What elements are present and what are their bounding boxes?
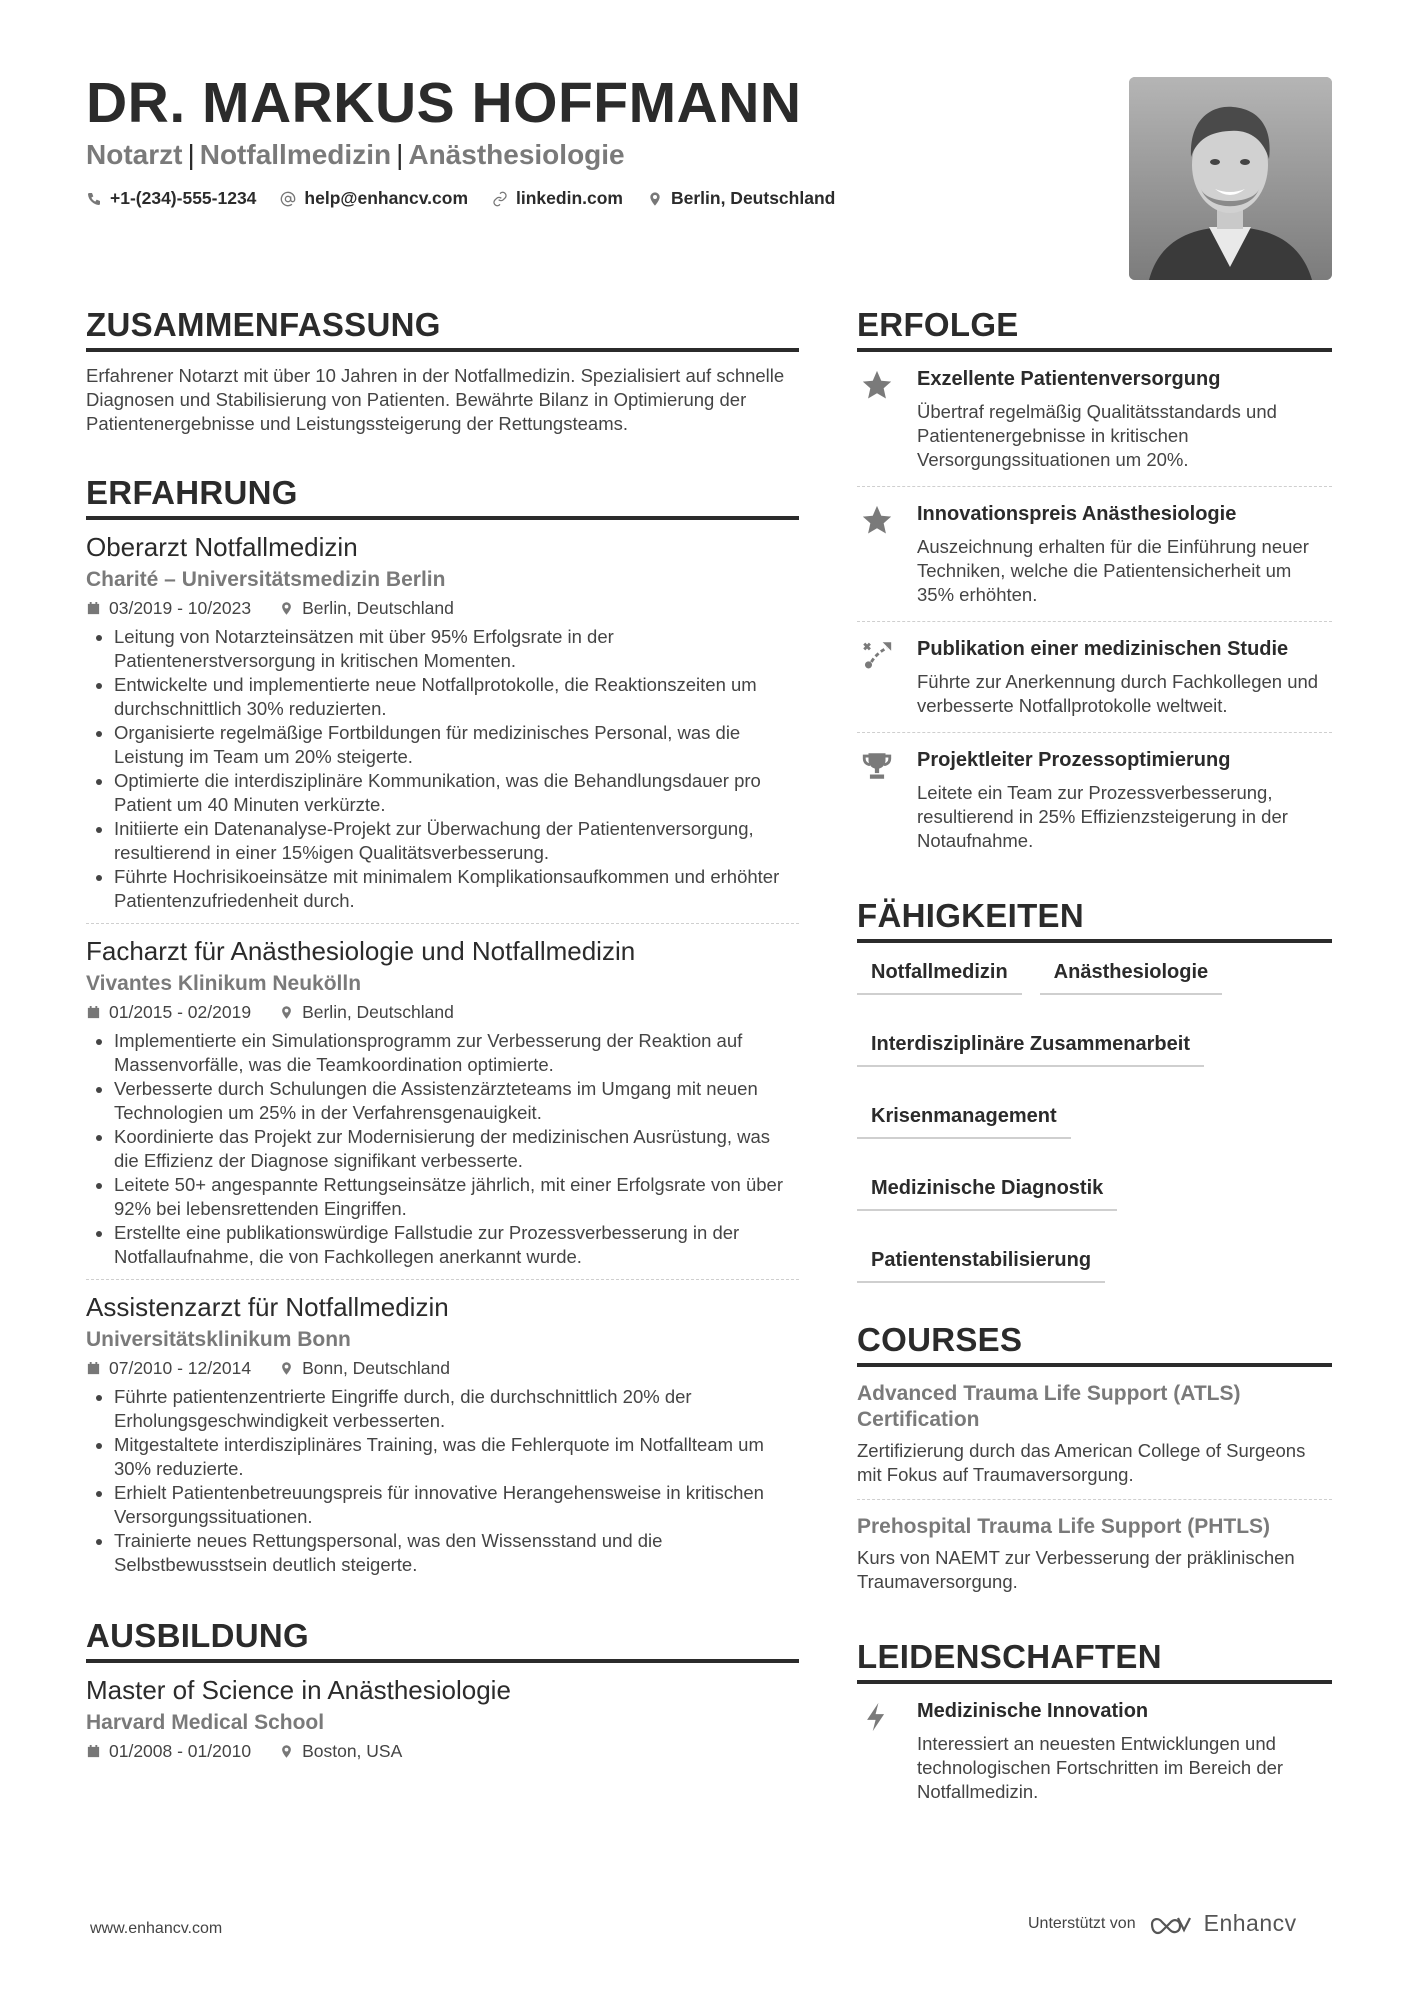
company-name: Universitätsklinikum Bonn: [86, 1327, 351, 1351]
bullet: • Mitgestaltete interdisziplinäres Training, was die Fehlerquote im Notfallteam um 30% reduzierte.: [114, 1433, 799, 1481]
title-3: Anästhesiologie: [408, 139, 625, 170]
job-title: Assistenzarzt für Notfallmedizin: [86, 1291, 449, 1322]
job-entry: [86, 924, 799, 1280]
achievement-item: [857, 622, 1332, 733]
bullet: • Führte patientenzentrierte Eingriffe durch, die durchschnittlich 20% der Erholungsgeschwindigkeit verbesserten.: [114, 1385, 799, 1433]
bullet: • Optimierte die interdisziplinäre Kommunikation, was die Behandlungsdauer pro Patient um 40 Minuten verkürzte.: [114, 769, 799, 817]
skill-tag: Patientenstabilisierung: [857, 1247, 1105, 1283]
location-pin-icon: [647, 191, 663, 207]
bullet: • Koordinierte das Projekt zur Modernisierung der medizinischen Ausrüstung, was die Effizienz der Diagnose signifikant verbesserte.: [114, 1125, 799, 1173]
job-title: Oberarzt Notfallmedizin: [86, 531, 358, 562]
skill-tag: Anästhesiologie: [1040, 959, 1222, 995]
contact-email[interactable]: [280, 188, 468, 209]
education-entry: [86, 1663, 799, 1772]
job-bullets: [86, 625, 799, 913]
contact-linkedin[interactable]: [492, 188, 623, 209]
location-pin-icon: [279, 601, 294, 616]
course-desc: Zertifizierung durch das American College of Surgeons mit Fokus auf Traumaversorgung.: [857, 1439, 1306, 1485]
passions-section: [857, 1638, 1332, 1818]
job-location: Berlin, Deutschland: [302, 1001, 454, 1022]
location-pin-icon: [279, 1744, 294, 1759]
courses-section: [857, 1321, 1332, 1606]
title-separator: |: [187, 139, 195, 170]
title-separator: |: [396, 139, 404, 170]
education-section: [86, 1617, 799, 1772]
bullet: • Entwickelte und implementierte neue Notfallprotokolle, die Reaktionszeiten um durchschnittlich 30% reduzierten.: [114, 673, 799, 721]
section-title: ERFAHRUNG: [86, 474, 799, 520]
course-desc: Kurs von NAEMT zur Verbesserung der präklinischen Traumaversorgung.: [857, 1546, 1295, 1592]
calendar-icon: [86, 1005, 101, 1020]
location-pin-icon: [279, 1005, 294, 1020]
skill-tag: Medizinische Diagnostik: [857, 1175, 1117, 1211]
at-icon: [280, 191, 296, 207]
skills-section: [857, 897, 1332, 1283]
education-location: Boston, USA: [302, 1740, 403, 1761]
section-title: ERFOLGE: [857, 306, 1332, 352]
contact-phone[interactable]: [86, 188, 256, 209]
achievement-title: Exzellente Patientenversorgung: [917, 367, 1221, 390]
job-meta: [86, 598, 799, 619]
calendar-icon: [86, 601, 101, 616]
section-title: LEIDENSCHAFTEN: [857, 1638, 1332, 1684]
course-item: [857, 1367, 1332, 1500]
passion-item: [857, 1684, 1332, 1818]
job-bullets: [86, 1385, 799, 1577]
bullet: • Erstellte eine publikationswürdige Fallstudie zur Prozessverbesserung in der Notfallaufnahme, die von Fachkollegen anerkannt wurde.: [114, 1221, 799, 1269]
achievement-item: [857, 487, 1332, 622]
bullet: • Organisierte regelmäßige Fortbildungen für medizinisches Personal, was die Leistung im Team um 20% steigerte.: [114, 721, 799, 769]
right-column: [857, 306, 1332, 1856]
candidate-name: DR. MARKUS HOFFMANN: [86, 71, 802, 135]
enhancv-logo-icon: [1148, 1912, 1192, 1936]
course-item: [857, 1500, 1332, 1606]
course-title: Prehospital Trauma Life Support (PHTLS): [857, 1514, 1271, 1538]
achievement-desc: Auszeichnung erhalten für die Einführung neuer Techniken, welche die Patientensicherheit um 35% erhöhten.: [917, 535, 1309, 605]
bullet: • Erhielt Patientenbetreuungspreis für innovative Herangehensweise in kritischen Versorgungssituationen.: [114, 1481, 799, 1529]
skills-list: [857, 959, 1332, 1283]
section-title: AUSBILDUNG: [86, 1617, 799, 1663]
summary-section: [86, 306, 799, 436]
job-entry: [86, 520, 799, 924]
job-meta: [86, 1002, 799, 1023]
link-icon: [492, 191, 508, 207]
skill-tag: Krisenmanagement: [857, 1103, 1071, 1139]
achievements-section: [857, 306, 1332, 867]
job-title: Facharzt für Anästhesiologie und Notfallmedizin: [86, 935, 636, 966]
achievement-desc: Übertraf regelmäßig Qualitätsstandards und Patientenergebnisse in kritischen Versorgungssituationen um 20%.: [917, 400, 1277, 470]
job-dates: 07/2010 - 12/2014: [109, 1357, 252, 1378]
section-title: ZUSAMMENFASSUNG: [86, 306, 799, 352]
job-titles: [86, 139, 625, 171]
job-location: Berlin, Deutschland: [302, 597, 454, 618]
bullet: • Verbesserte durch Schulungen die Assistenzärzteteams im Umgang mit neuen Technologien um 25% in der Verfahrensgenauigkeit.: [114, 1077, 799, 1125]
profile-photo: [1129, 77, 1332, 280]
calendar-icon: [86, 1361, 101, 1376]
achievement-desc: Leitete ein Team zur Prozessverbesserung, resultierend in 25% Effizienzsteigerung in der Notaufnahme.: [917, 781, 1288, 851]
achievement-desc: Führte zur Anerkennung durch Fachkollegen und verbesserte Notfallprotokolle weltweit.: [917, 670, 1319, 716]
achievement-title: Projektleiter Prozessoptimierung: [917, 748, 1231, 771]
achievement-title: Innovationspreis Anästhesiologie: [917, 502, 1237, 525]
job-bullets: [86, 1029, 799, 1269]
email-text: help@enhancv.com: [304, 188, 469, 208]
job-dates: 03/2019 - 10/2023: [109, 597, 252, 618]
powered-by-text: Unterstützt von: [1028, 1914, 1136, 1932]
company-name: Vivantes Klinikum Neukölln: [86, 971, 362, 995]
bullet: • Leitung von Notarzteinsätzen mit über 95% Erfolgsrate in der Patientenerstversorgung in kritischen Momenten.: [114, 625, 799, 673]
bullet: • Implementierte ein Simulationsprogramm zur Verbesserung der Reaktion auf Massenvorfälle, was die Teamkoordination optimierte.: [114, 1029, 799, 1077]
skill-tag: Interdisziplinäre Zusammenarbeit: [857, 1031, 1204, 1067]
job-location: Bonn, Deutschland: [302, 1357, 450, 1378]
star-icon: [860, 503, 894, 537]
calendar-icon: [86, 1744, 101, 1759]
job-dates: 01/2015 - 02/2019: [109, 1001, 252, 1022]
summary-text: Erfahrener Notarzt mit über 10 Jahren in der Notfallmedizin. Spezialisiert auf schnelle Diagnosen und Stabilisierung von Patienten. Bewährte Bilanz in Optimierung der Patientenergebnisse und Leistungssteigerung der Rettungsteams.: [86, 364, 785, 434]
phone-icon: [86, 191, 102, 207]
trophy-icon: [860, 749, 894, 783]
footer-brand[interactable]: [1028, 1910, 1297, 1937]
bullet: • Initiierte ein Datenanalyse-Projekt zur Überwachung der Patientenversorgung, resultierend in einer 15%igen Qualitätsverbesserung.: [114, 817, 799, 865]
course-title: Advanced Trauma Life Support (ATLS) Certification: [857, 1381, 1241, 1431]
achievement-title: Publikation einer medizinischen Studie: [917, 637, 1289, 660]
passion-title: Medizinische Innovation: [917, 1699, 1149, 1722]
bullet: • Trainierte neues Rettungspersonal, was den Wissensstand und die Selbstbewusstsein deutlich steigerte.: [114, 1529, 799, 1577]
phone-text: +1-(234)-555-1234: [110, 188, 257, 208]
bullet: • Führte Hochrisikoeinsätze mit minimalem Komplikationsaufkommen und erhöhter Patientenzufriedenheit durch.: [114, 865, 799, 913]
location-pin-icon: [279, 1361, 294, 1376]
contact-location: [647, 188, 835, 209]
company-name: Charité – Universitätsmedizin Berlin: [86, 567, 446, 591]
title-1: Notarzt: [86, 139, 183, 170]
linkedin-text: linkedin.com: [516, 188, 623, 208]
strategy-icon: [860, 638, 894, 672]
brand-name: Enhancv: [1203, 1910, 1297, 1936]
education-dates: 01/2008 - 01/2010: [109, 1740, 252, 1761]
bullet: • Leitete 50+ angespannte Rettungseinsätze jährlich, mit einer Erfolgsrate von über 92% bei lebensrettenden Eingriffen.: [114, 1173, 799, 1221]
contact-bar: [86, 188, 835, 209]
experience-section: [86, 474, 799, 1587]
achievement-item: [857, 733, 1332, 867]
location-text: Berlin, Deutschland: [670, 188, 836, 208]
star-icon: [860, 368, 894, 402]
lightning-icon: [860, 1700, 894, 1734]
section-title: FÄHIGKEITEN: [857, 897, 1332, 943]
achievement-item: [857, 352, 1332, 487]
school-name: Harvard Medical School: [86, 1710, 325, 1734]
title-2: Notfallmedizin: [199, 139, 392, 170]
section-title: COURSES: [857, 1321, 1332, 1367]
left-column: [86, 306, 799, 1810]
footer-website[interactable]: www.enhancv.com: [90, 1920, 223, 1937]
passion-desc: Interessiert an neuesten Entwicklungen und technologischen Fortschritten im Bereich der Notfallmedizin.: [917, 1732, 1284, 1802]
skill-tag: Notfallmedizin: [857, 959, 1022, 995]
degree: Master of Science in Anästhesiologie: [86, 1674, 511, 1705]
education-meta: [86, 1741, 799, 1762]
job-entry: [86, 1280, 799, 1587]
job-meta: [86, 1358, 799, 1379]
